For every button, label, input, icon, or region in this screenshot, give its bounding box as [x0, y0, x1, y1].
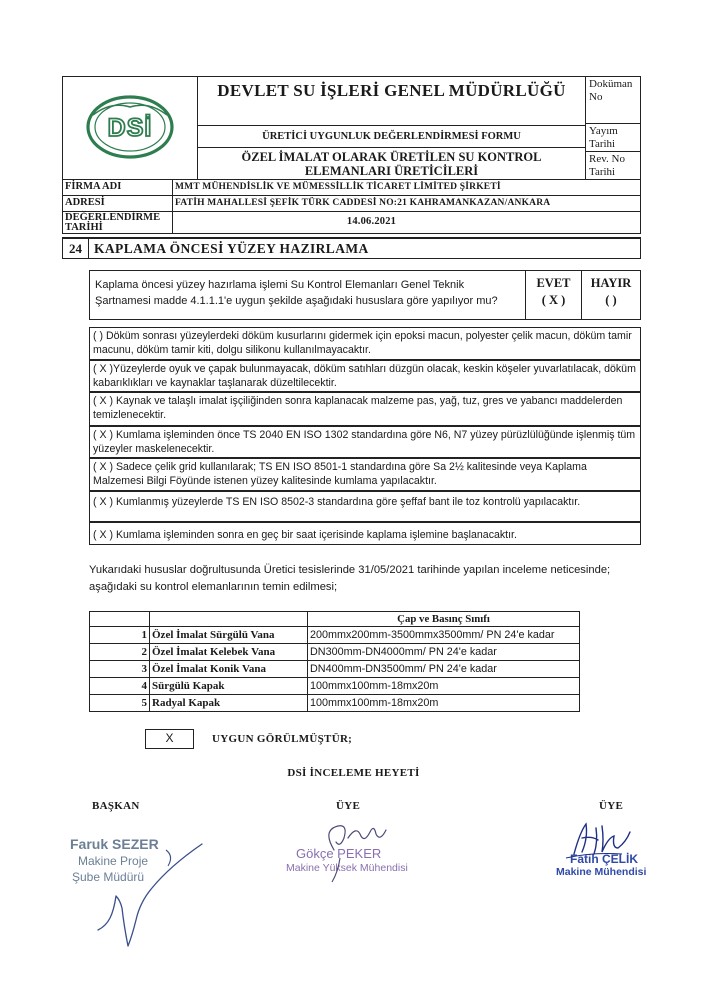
yes-mark: ( X ) — [541, 293, 566, 307]
logo-cell — [63, 77, 198, 179]
checklist-item: ( ) Döküm sonrası yüzeylerdeki döküm kusurlarını gidermek için epoksi macun, polyester çelik macun, döküm tamir macunu, döküm tamir kiti, dolgu silikonu kullanılmayacaktır. — [89, 327, 641, 360]
address-value: FATİH MAHALLESİ ŞEFİK TÜRK CADDESİ NO:21 KAHRAMANKAZAN/ANKARA — [175, 198, 551, 208]
address-label: ADRESİ — [63, 196, 173, 211]
revision-label: Rev. No Tarihi — [586, 151, 641, 179]
checklist-item: ( X )Yüzeylerde oyuk ve çapak bulunmayacak, döküm satıhları düzgün olacak, keskin köşeler yuvarlatılacak, döküm kabarıklıkları ve kaynaklar taşlanarak düzeltilecektir. — [89, 360, 641, 392]
row-number: 4 — [90, 678, 150, 695]
question-text: Kaplama öncesi yüzey hazırlama işlemi Su Kontrol Elemanları Genel Teknik Şartnamesi madde 4.1.1.1'e uygun şekilde aşağıdaki hususlara göre yapılıyor mu? — [90, 271, 526, 319]
product-name: Özel İmalat Sürgülü Vana — [150, 627, 308, 644]
address-row — [62, 196, 641, 212]
stamp-title-line2: Şube Müdürü — [72, 870, 145, 884]
section-header — [62, 237, 641, 259]
role-chairman: BAŞKAN — [92, 800, 140, 812]
firm-label: FİRMA ADI — [63, 180, 173, 195]
committee-title: DSİ İNCELEME HEYETİ — [287, 767, 420, 779]
evaluation-date-value: 14.06.2021 — [346, 216, 397, 227]
section-number: 24 — [63, 239, 89, 258]
role-member-2: ÜYE — [599, 800, 624, 812]
chairman-signature-stamp — [70, 836, 210, 956]
product-name: Özel İmalat Konik Vana — [150, 661, 308, 678]
column-header-diameter-pressure: Çap ve Basınç Sınıfı — [308, 612, 580, 627]
doc-no-label: Doküman No — [589, 78, 633, 103]
row-number: 3 — [90, 661, 150, 678]
evaluation-date-row — [62, 212, 641, 234]
stamp-name: Gökçe PEKER — [296, 846, 382, 861]
handwritten-signature-icon — [286, 820, 436, 890]
checklist-item: ( X ) Kumlama işleminden önce TS 2040 EN ISO 1302 standardına göre N6, N7 yüzey pürüzlülüğünde işlenmiş tüm yüzeyler maskelenecektir. — [89, 426, 641, 458]
role-member-1: ÜYE — [336, 800, 361, 812]
logo-text: DSİ — [107, 114, 153, 142]
org-title: DEVLET SU İŞLERİ GENEL MÜDÜRLÜĞÜ — [217, 81, 566, 100]
answer-yes — [526, 271, 582, 319]
member1-signature-stamp — [286, 820, 436, 890]
products-table — [89, 611, 580, 712]
product-name: Sürgülü Kapak — [150, 678, 308, 695]
stamp-name: Faruk SEZER — [70, 836, 159, 852]
table-row — [90, 644, 580, 661]
product-spec: 100mmx100mm-18mx20m — [308, 695, 580, 712]
row-number: 1 — [90, 627, 150, 644]
no-label: HAYIR — [590, 276, 632, 290]
row-number: 5 — [90, 695, 150, 712]
stamp-title-line1: Makine Mühendisi — [556, 866, 647, 878]
approval-checkbox[interactable]: X — [145, 729, 194, 749]
product-name: Özel İmalat Kelebek Vana — [150, 644, 308, 661]
table-row — [90, 678, 580, 695]
checklist-item: ( X ) Kumlama işleminden sonra en geç bir saat içerisinde kaplama işlemine başlanacaktır. — [89, 522, 641, 545]
firm-row — [62, 180, 641, 196]
stamp-title-line1: Makine Yüksek Mühendisi — [286, 862, 408, 874]
product-spec: DN300mm-DN4000mm/ PN 24'e kadar — [308, 644, 580, 661]
product-spec: 200mmx200mm-3500mmx3500mm/ PN 24'e kadar — [308, 627, 580, 644]
product-spec: 100mmx100mm-18mx20m — [308, 678, 580, 695]
stamp-name: Fatih ÇELİK — [570, 852, 638, 866]
section-title: KAPLAMA ÖNCESİ YÜZEY HAZIRLAMA — [94, 241, 369, 256]
answer-no — [582, 271, 640, 319]
conclusion-paragraph: Yukarıdaki hususlar doğrultusunda Üretici tesislerinde 31/05/2021 tarihinde yapılan inceleme neticesinde; aşağıdaki su kontrol elemanlarının temin edilmesi; — [89, 564, 611, 593]
checklist-item: ( X ) Kaynak ve talaşlı imalat işçiliğinden sonra kaplanacak malzeme pas, yağ, tuz, gres ve yabancı maddelerden temizlenecektir. — [89, 392, 641, 426]
table-row — [90, 695, 580, 712]
publish-date-label: Yayım Tarihi — [586, 123, 641, 151]
table-header-row — [90, 612, 580, 627]
table-row — [90, 661, 580, 678]
evaluation-date-label: DEĞERLENDİRME TARİHİ — [63, 212, 173, 233]
question-box — [89, 270, 641, 320]
table-row — [90, 627, 580, 644]
handwritten-signature-icon — [552, 818, 662, 888]
member2-signature-stamp — [552, 818, 662, 888]
yes-label: EVET — [536, 276, 571, 290]
approval-text: UYGUN GÖRÜLMÜŞTÜR; — [212, 733, 353, 745]
no-mark: ( ) — [605, 293, 617, 307]
stamp-title-line1: Makine Proje — [78, 854, 149, 868]
firm-value: MMT MÜHENDİSLİK VE MÜMESSİLLİK TİCARET LİMİTED ŞİRKETİ — [175, 182, 501, 192]
form-subtitle: ÖZEL İMALAT OLARAK ÜRETİLEN SU KONTROL ELEMANLARI ÜRETİCİLERİ — [198, 147, 585, 179]
row-number: 2 — [90, 644, 150, 661]
checklist-item: ( X ) Sadece çelik grid kullanılarak; TS EN ISO 8501-1 standardına göre Sa 2½ kalitesinde veya Kaplama Malzemesi Bilgi Föyünde istenen yüzey kalitesinde kumlama yapılacaktır. — [89, 458, 641, 491]
dsi-logo-icon — [63, 77, 198, 179]
product-name: Radyal Kapak — [150, 695, 308, 712]
document-info-cell — [585, 77, 640, 179]
title-cell — [198, 77, 585, 179]
handwritten-signature-icon — [70, 836, 210, 956]
checklist-item: ( X ) Kumlanmış yüzeylerde TS EN ISO 8502-3 standardına göre şeffaf bant ile toz kontrolü yapılacaktır. — [89, 491, 641, 522]
form-title: ÜRETİCİ UYGUNLUK DEĞERLENDİRMESİ FORMU — [198, 125, 585, 147]
document-header — [62, 76, 641, 180]
product-spec: DN400mm-DN3500mm/ PN 24'e kadar — [308, 661, 580, 678]
